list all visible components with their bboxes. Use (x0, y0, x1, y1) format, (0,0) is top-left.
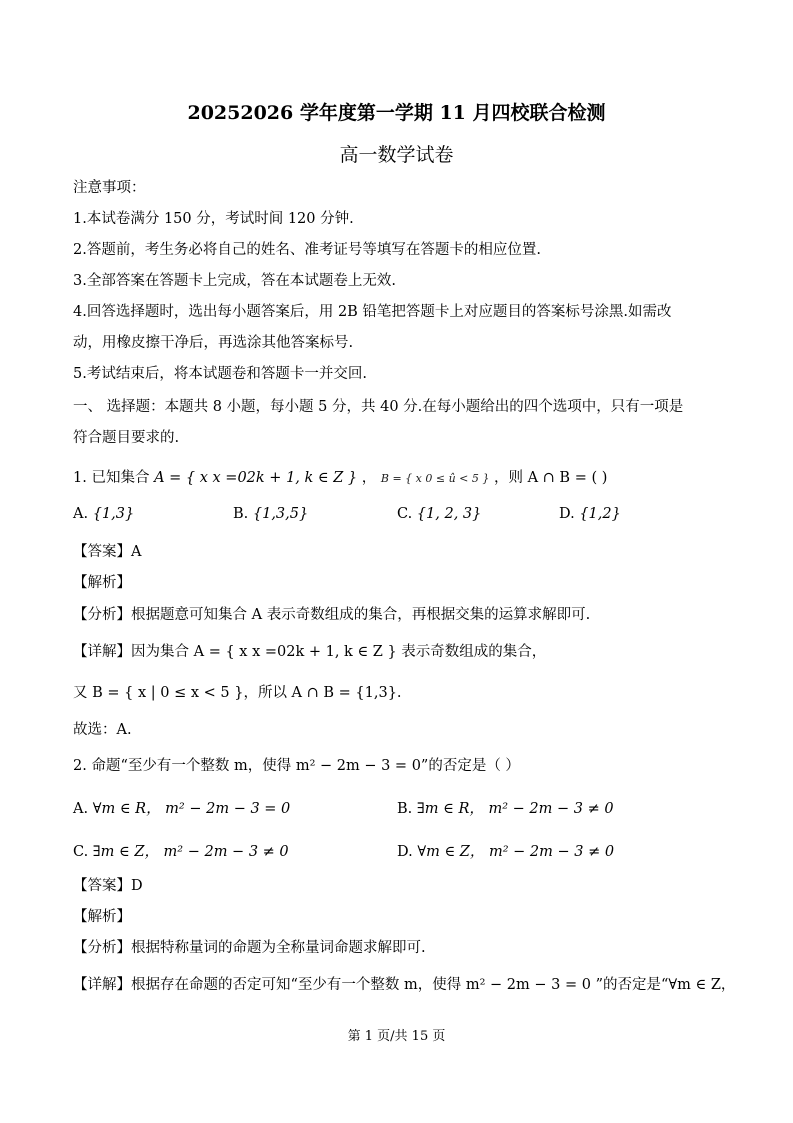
notice-item-4: 4.回答选择题时，选出每小题答案后，用 2B 铅笔把答题卡上对应题目的答案标号涂黑.如需改 (73, 304, 672, 320)
q1-xiangjie-2: 又 B = { x | 0 ≤ x < 5 }，所以 A ∩ B = {1,3}. (73, 685, 402, 701)
page-title: 20252026 学年度第一学期 11 月四校联合检测 (187, 102, 606, 124)
page-number: 第 1 页/共 15 页 (347, 1029, 446, 1044)
q2-analysis-tag: 【解析】 (73, 909, 131, 925)
notice-item-1: 1.本试卷满分 150 分，考试时间 120 分钟. (73, 211, 354, 227)
notice-item-4-cont: 动，用橡皮擦干净后，再选涂其他答案标号. (73, 335, 354, 351)
q2-answer: 【答案】D (73, 878, 143, 894)
q1-option-d: D. {1,2} (559, 506, 621, 522)
section-heading: 一、 选择题：本题共 8 小题，每小题 5 分，共 40 分.在每小题给出的四个选项中，只有一项是 (73, 399, 684, 415)
q2-option-c: C. ∃m ∈ Z， m² − 2m − 3 ≠ 0 (73, 844, 289, 860)
notice-item-2: 2.答题前，考生务必将自己的姓名、准考证号等填写在答题卡的相应位置. (73, 242, 541, 258)
question-1-stem (73, 468, 723, 489)
q2-xiangjie: 【详解】根据存在命题的否定可知“至少有一个整数 m，使得 m² − 2m − 3 = 0 ”的否定是“∀m ∈ Z， (73, 977, 736, 993)
set-a-formula: A = { x x =02k + 1, k ∈ Z } (154, 470, 358, 486)
notice-heading: 注意事项： (73, 180, 146, 196)
section-heading-cont: 符合题目要求的. (73, 430, 180, 446)
q2-fenxi: 【分析】根据特称量词的命题为全称量词命题求解即可. (73, 940, 426, 956)
question-1-suffix: ，则 A ∩ B = ( ) (493, 470, 608, 486)
q1-fenxi: 【分析】根据题意可知集合 A 表示奇数组成的集合，再根据交集的运算求解即可. (73, 607, 591, 623)
notice-item-3: 3.全部答案在答题卡上完成，答在本试题卷上无效. (73, 273, 396, 289)
q1-option-c: C. {1, 2, 3} (397, 506, 482, 522)
q1-conclusion: 故选：A. (73, 722, 132, 738)
question-1-prefix: 1. 已知集合 (73, 470, 150, 486)
q2-option-b: B. ∃m ∈ R， m² − 2m − 3 ≠ 0 (397, 801, 614, 817)
notice-item-5: 5.考试结束后，将本试题卷和答题卡一并交回. (73, 366, 367, 382)
q1-option-b: B. {1,3,5} (233, 506, 309, 522)
q2-option-a: A. ∀m ∈ R， m² − 2m − 3 = 0 (73, 801, 291, 817)
q1-analysis-tag: 【解析】 (73, 575, 131, 591)
set-b-formula: B = { x 0 ≤ û < 5 } (380, 472, 490, 485)
q1-xiangjie-1: 【详解】因为集合 A = { x x =02k + 1, k ∈ Z } 表示奇数组成的集合， (73, 644, 547, 660)
q2-option-d: D. ∀m ∈ Z， m² − 2m − 3 ≠ 0 (397, 844, 615, 860)
page-subtitle: 高一数学试卷 (339, 144, 454, 166)
question-1-comma: ， (361, 470, 377, 486)
q1-option-a: A. {1,3} (73, 506, 135, 522)
question-2-stem: 2. 命题“至少有一个整数 m，使得 m² − 2m − 3 = 0”的否定是（ ） (73, 758, 520, 774)
q1-answer: 【答案】A (73, 544, 142, 560)
